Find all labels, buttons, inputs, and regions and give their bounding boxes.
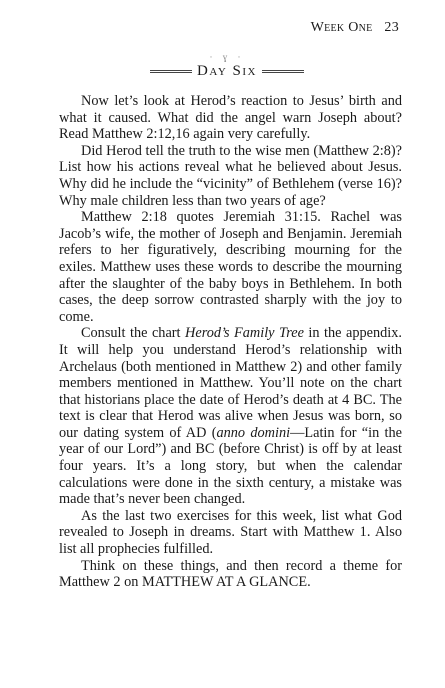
paragraph-herod-reaction: Now let’s look at Herod’s reaction to Jesus’ birth and what it caused. What did the angel warn Joseph about? Read Matthew 2:12,16 again very carefully. — [59, 93, 402, 143]
paragraph-theme: Think on these things, and then record a theme for Matthew 2 on MATTHEW AT A GLANCE. — [59, 557, 402, 591]
day-heading — [150, 52, 304, 80]
paragraph-wise-men: Did Herod tell the truth to the wise men (Matthew 2:8)? List how his actions reveal what he believed about Jesus. Why did he include the “vicinity” of Bethlehem (verse 16)? Why male children less than two years of age? — [59, 142, 402, 209]
latin-term: anno domini — [216, 424, 291, 441]
paragraph-family-tree-part: Consult the chart — [81, 325, 186, 342]
running-head — [311, 20, 399, 36]
heading-ornament: · ɣ · — [209, 52, 245, 62]
chart-title-reference: Herod’s Family Tree — [185, 325, 304, 342]
heading-rule-right — [262, 70, 304, 73]
body-text — [59, 93, 402, 591]
heading-rule-left — [150, 70, 192, 73]
paragraph-jeremiah: Matthew 2:18 quotes Jeremiah 31:15. Rachel was Jacob’s wife, the mother of Joseph and Benjamin. Jeremiah refers to her figuratively, describing mourning for the exiles. Matthew uses these words to describe the mourning after the slaughter of the baby boys in Bethlehem. In both cases, the deep sorrow contrasted sharply with the joy to come. — [59, 209, 402, 325]
paragraph-family-tree-part: in the appendix. It will help you understand Herod’s relationship with Archelaus (both mentioned in Matthew 2) and other family members mentioned in Matthew. You’ll note on the chart that historians place the date of Herod’s death at 4 BC. The text is clear that Herod was alive when Jesus was born, so our dating system of AD ( — [59, 325, 402, 441]
running-head-section: Week One — [310, 20, 373, 35]
page-number: 23 — [384, 20, 399, 35]
paragraph-family-tree-part: —Latin for “in the year of our Lord”) and BC (before Christ) is off by at least four years. It’s a long story, but when the calendar calculations were done in the sixth century, a mistake was made that’s never been changed. — [59, 424, 402, 508]
paragraph-family-tree — [59, 325, 402, 508]
paragraph-exercises: As the last two exercises for this week, list what God revealed to Joseph in dreams. Start with Matthew 1. Also list all prophecies fulfilled. — [59, 507, 402, 558]
heading-rule — [150, 62, 304, 80]
day-title: Day Six — [197, 62, 257, 79]
